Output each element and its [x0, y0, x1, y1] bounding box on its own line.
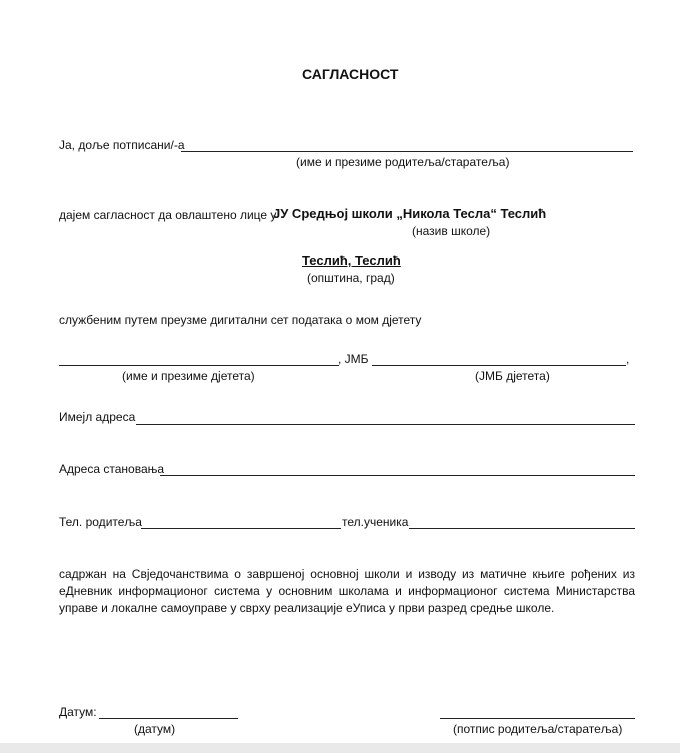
- parent-name-line[interactable]: [181, 151, 633, 152]
- parent-label: Ја, доље потписани/-а: [59, 138, 185, 152]
- city-name: Теслић, Теслић: [302, 253, 401, 268]
- purpose-text: службеним путем преузме дигитални сет података о мом дјетету: [59, 313, 422, 327]
- parent-phone-label: Тел. родитеља: [59, 515, 142, 529]
- jmb-line[interactable]: [372, 365, 626, 366]
- consent-text: дајем сагласност да овлаштено лице у: [59, 208, 277, 222]
- city-caption: (општина, град): [307, 271, 395, 285]
- date-label: Датум:: [59, 705, 97, 719]
- signature-line[interactable]: [440, 718, 635, 719]
- consent-paragraph: садржан на Свједочанствима о завршеној основној школи и изводу из матичне књиге рођених из еДневник информационог система у основним школама и информационог система Министарства управе и локалне самоуправе у сврху реализације еУписа у први разред средње школе.: [59, 567, 635, 615]
- child-name-line[interactable]: [59, 365, 339, 366]
- email-label: Имејл адреса: [59, 410, 136, 424]
- school-caption: (назив школе): [412, 224, 491, 238]
- date-caption: (датум): [134, 722, 176, 736]
- page-bottom-edge: [0, 743, 680, 753]
- email-line[interactable]: [136, 424, 635, 425]
- parent-phone-line[interactable]: [141, 528, 341, 529]
- signature-caption: (потпис родитеља/старатеља): [453, 722, 623, 736]
- address-label: Адреса становања: [59, 462, 165, 476]
- child-name-caption: (име и презиме дјетета): [122, 369, 255, 383]
- jmb-label: , ЈМБ: [338, 352, 369, 366]
- school-name: ЈУ Средњој школи „Никола Тесла“ Теслић: [273, 206, 547, 221]
- date-line[interactable]: [99, 718, 238, 719]
- student-phone-line[interactable]: [409, 528, 635, 529]
- address-line[interactable]: [160, 475, 635, 476]
- parent-caption: (име и презиме родитеља/старатеља): [296, 155, 510, 169]
- jmb-comma: ,: [626, 352, 630, 366]
- student-phone-label: тел.ученика: [342, 515, 409, 529]
- jmb-caption: (ЈМБ дјетета): [475, 369, 550, 383]
- page-title: САГЛАСНОСТ: [302, 66, 399, 82]
